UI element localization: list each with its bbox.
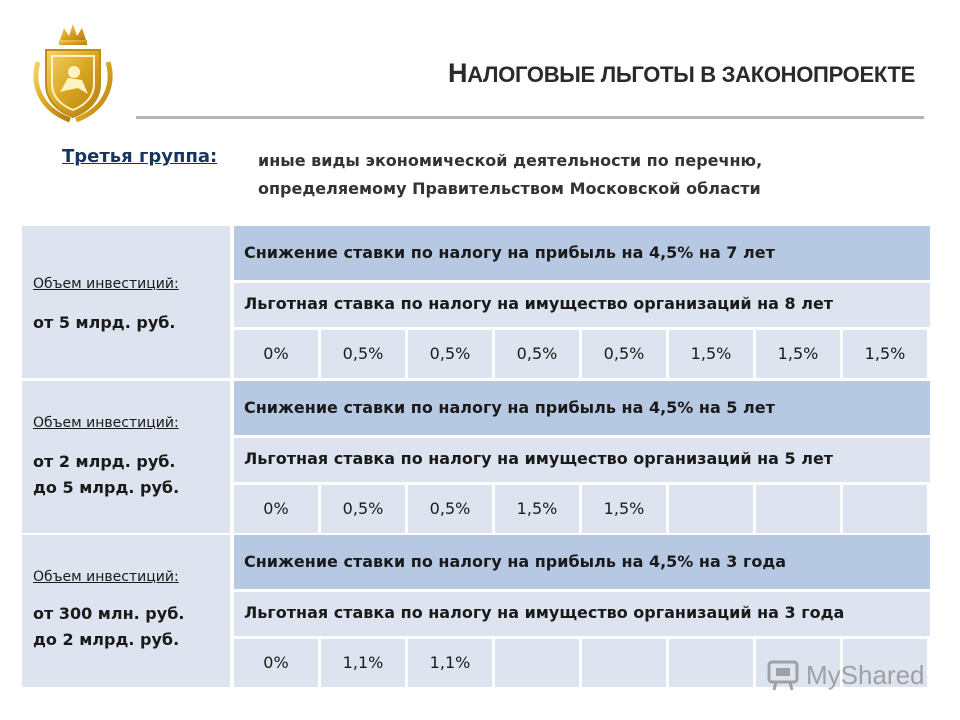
rate-cell: 0%: [234, 330, 318, 378]
rate-cell: 0,5%: [408, 330, 492, 378]
investment-value: [33, 310, 176, 336]
profit-tax-text: Снижение ставки по налогу на прибыль на 4,5% на 5 лет: [244, 398, 775, 417]
investment-value: [33, 449, 179, 501]
rate-cell: 0,5%: [582, 330, 666, 378]
property-tax-row: [234, 283, 930, 327]
rate-cell: 0,5%: [408, 485, 492, 533]
rate-cell: [669, 485, 753, 533]
page-title: [448, 58, 915, 89]
investment-criteria-cell: [22, 381, 230, 533]
investment-value-line-1: от 2 млрд. руб.: [33, 452, 176, 471]
rate-cell: 1,5%: [843, 330, 927, 378]
rate-row: [234, 485, 930, 533]
rate-cell: [582, 639, 666, 687]
rate-cell: 1,5%: [582, 485, 666, 533]
rate-cell: [756, 485, 840, 533]
rate-cell: 0,5%: [495, 330, 579, 378]
investment-label: Объем инвестиций:: [33, 415, 179, 431]
property-tax-text: Льготная ставка по налогу на имущество организаций на 3 года: [244, 603, 845, 622]
rate-cell: 0%: [234, 485, 318, 533]
watermark-text: MyShared: [806, 660, 925, 690]
rate-cell: 0%: [234, 639, 318, 687]
rate-cell: 1,1%: [321, 639, 405, 687]
rate-cell: 1,5%: [495, 485, 579, 533]
title-rest: АЛОГОВЫЕ ЛЬГОТЫ В ЗАКОНОПРОЕКТЕ: [467, 62, 916, 87]
group-label: Третья группа:: [62, 146, 218, 167]
profit-tax-row: [234, 535, 930, 589]
investment-value-line-2: до 5 млрд. руб.: [33, 478, 180, 497]
myshared-logo-icon: [766, 658, 802, 692]
investment-value: [33, 601, 184, 653]
investment-value-line-2: до 2 млрд. руб.: [33, 630, 180, 649]
investment-value-line-1: от 300 млн. руб.: [33, 604, 185, 623]
profit-tax-text: Снижение ставки по налогу на прибыль на 4,5% на 3 года: [244, 552, 787, 571]
rate-cell: 1,5%: [669, 330, 753, 378]
rate-cell: 0,5%: [321, 330, 405, 378]
property-tax-row: [234, 438, 930, 482]
watermark: [766, 654, 926, 698]
property-tax-row: [234, 592, 930, 636]
investment-label: Объем инвестиций:: [33, 569, 179, 585]
group-description-line-2: определяемому Правительством Московской области: [258, 179, 761, 198]
rate-cell: 0,5%: [321, 485, 405, 533]
group-description-line-1: иные виды экономической деятельности по перечню,: [258, 151, 763, 170]
investment-criteria-cell: [22, 535, 230, 687]
investment-criteria-cell: [22, 226, 230, 378]
rate-cell: 1,1%: [408, 639, 492, 687]
rate-cell: [495, 639, 579, 687]
title-first-letter: Н: [448, 58, 468, 88]
profit-tax-text: Снижение ставки по налогу на прибыль на 4,5% на 7 лет: [244, 243, 775, 262]
property-tax-text: Льготная ставка по налогу на имущество организаций на 5 лет: [244, 449, 834, 468]
rate-cell: [669, 639, 753, 687]
property-tax-text: Льготная ставка по налогу на имущество организаций на 8 лет: [244, 294, 834, 313]
investment-value-line-1: от 5 млрд. руб.: [33, 313, 176, 332]
title-divider: [136, 116, 924, 119]
group-description: [258, 147, 762, 203]
profit-tax-row: [234, 381, 930, 435]
rate-cell: [843, 485, 927, 533]
coat-of-arms-icon: [30, 22, 116, 124]
investment-label: Объем инвестиций:: [33, 276, 179, 292]
rate-cell: 1,5%: [756, 330, 840, 378]
rate-row: [234, 330, 930, 378]
profit-tax-row: [234, 226, 930, 280]
